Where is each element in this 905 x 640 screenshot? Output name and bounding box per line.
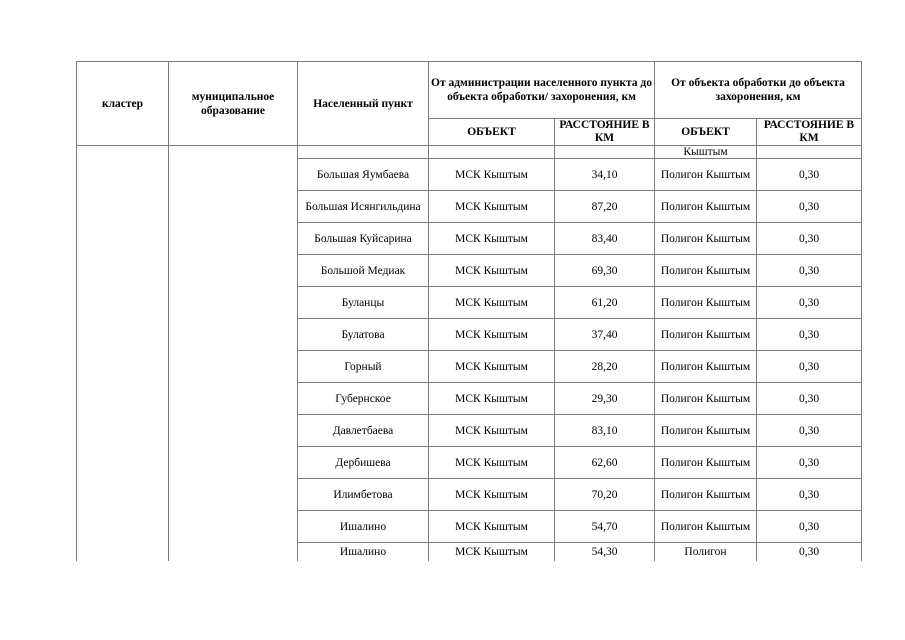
- distance2-cell: 0,30: [757, 351, 862, 383]
- settlement-cell: Губернское: [298, 383, 429, 415]
- object2-cell: Полигон Кыштым: [655, 287, 757, 319]
- distance2-cell: 0,30: [757, 543, 862, 562]
- header-object: ОБЪЕКТ: [429, 119, 555, 146]
- distance2-cell: 0,30: [757, 159, 862, 191]
- header-municipality: муниципальное образование: [169, 62, 298, 146]
- object2-cell: Полигон: [655, 543, 757, 562]
- distance-cell: 61,20: [555, 287, 655, 319]
- header-settlement: Населенный пункт: [298, 62, 429, 146]
- distance-cell: 54,30: [555, 543, 655, 562]
- distance2-cell: 0,30: [757, 255, 862, 287]
- header-object-2: ОБЪЕКТ: [655, 119, 757, 146]
- settlement-cell: Большой Медиак: [298, 255, 429, 287]
- object-cell: МСК Кыштым: [429, 255, 555, 287]
- object2-cell: Полигон Кыштым: [655, 255, 757, 287]
- distance-cell: 87,20: [555, 191, 655, 223]
- settlement-cell: Булатова: [298, 319, 429, 351]
- settlement-cell: Илимбетова: [298, 479, 429, 511]
- settlement-cell: Ишалино: [298, 543, 429, 562]
- distance2-cell: [757, 146, 862, 159]
- header-distance-2: РАССТОЯНИЕ В КМ: [757, 119, 862, 146]
- object2-cell: Полигон Кыштым: [655, 447, 757, 479]
- object2-cell: Полигон Кыштым: [655, 351, 757, 383]
- distance2-cell: 0,30: [757, 191, 862, 223]
- object2-cell: Полигон Кыштым: [655, 479, 757, 511]
- object-cell: МСК Кыштым: [429, 479, 555, 511]
- object-cell: [429, 146, 555, 159]
- settlement-cell: Ишалино: [298, 511, 429, 543]
- object2-cell: Полигон Кыштым: [655, 319, 757, 351]
- distance-cell: 29,30: [555, 383, 655, 415]
- object-cell: МСК Кыштым: [429, 223, 555, 255]
- cluster-cell: [77, 146, 169, 562]
- distance2-cell: 0,30: [757, 223, 862, 255]
- distance2-cell: 0,30: [757, 415, 862, 447]
- distance-cell: 69,30: [555, 255, 655, 287]
- object-cell: МСК Кыштым: [429, 447, 555, 479]
- settlement-cell: Дербишева: [298, 447, 429, 479]
- object-cell: МСК Кыштым: [429, 383, 555, 415]
- object-cell: МСК Кыштым: [429, 319, 555, 351]
- header-distance: РАССТОЯНИЕ В КМ: [555, 119, 655, 146]
- object-cell: МСК Кыштым: [429, 191, 555, 223]
- object-cell: МСК Кыштым: [429, 511, 555, 543]
- object-cell: МСК Кыштым: [429, 543, 555, 562]
- settlement-cell: Давлетбаева: [298, 415, 429, 447]
- distance-cell: 83,10: [555, 415, 655, 447]
- settlement-cell: Большая Куйсарина: [298, 223, 429, 255]
- municipality-cell: [169, 146, 298, 562]
- distance-cell: 34,10: [555, 159, 655, 191]
- object2-cell: Полигон Кыштым: [655, 159, 757, 191]
- distance-cell: 70,20: [555, 479, 655, 511]
- object-cell: МСК Кыштым: [429, 351, 555, 383]
- distance2-cell: 0,30: [757, 287, 862, 319]
- distance2-cell: 0,30: [757, 511, 862, 543]
- distance-table: [76, 61, 862, 561]
- header-cluster: кластер: [77, 62, 169, 146]
- distance-cell: 37,40: [555, 319, 655, 351]
- object2-cell: Полигон Кыштым: [655, 511, 757, 543]
- header-from-processing: От объекта обработки до объекта захоронения, км: [655, 62, 862, 119]
- distance-cell: [555, 146, 655, 159]
- settlement-cell: Большая Исянгильдина: [298, 191, 429, 223]
- object-cell: МСК Кыштым: [429, 159, 555, 191]
- object-cell: МСК Кыштым: [429, 287, 555, 319]
- settlement-cell: Буланцы: [298, 287, 429, 319]
- distance-table-container: [76, 61, 861, 561]
- settlement-cell: Горный: [298, 351, 429, 383]
- distance2-cell: 0,30: [757, 383, 862, 415]
- object2-cell: Полигон Кыштым: [655, 191, 757, 223]
- object2-cell: Кыштым: [655, 146, 757, 159]
- distance2-cell: 0,30: [757, 447, 862, 479]
- distance-cell: 62,60: [555, 447, 655, 479]
- header-from-admin: От администрации населенного пункта до объекта обработки/ захоронения, км: [429, 62, 655, 119]
- table-row-partial: [77, 146, 862, 159]
- settlement-cell: Большая Яумбаева: [298, 159, 429, 191]
- distance2-cell: 0,30: [757, 319, 862, 351]
- object2-cell: Полигон Кыштым: [655, 223, 757, 255]
- distance2-cell: 0,30: [757, 479, 862, 511]
- object2-cell: Полигон Кыштым: [655, 383, 757, 415]
- object2-cell: Полигон Кыштым: [655, 415, 757, 447]
- distance-cell: 83,40: [555, 223, 655, 255]
- settlement-cell: [298, 146, 429, 159]
- distance-cell: 54,70: [555, 511, 655, 543]
- distance-cell: 28,20: [555, 351, 655, 383]
- object-cell: МСК Кыштым: [429, 415, 555, 447]
